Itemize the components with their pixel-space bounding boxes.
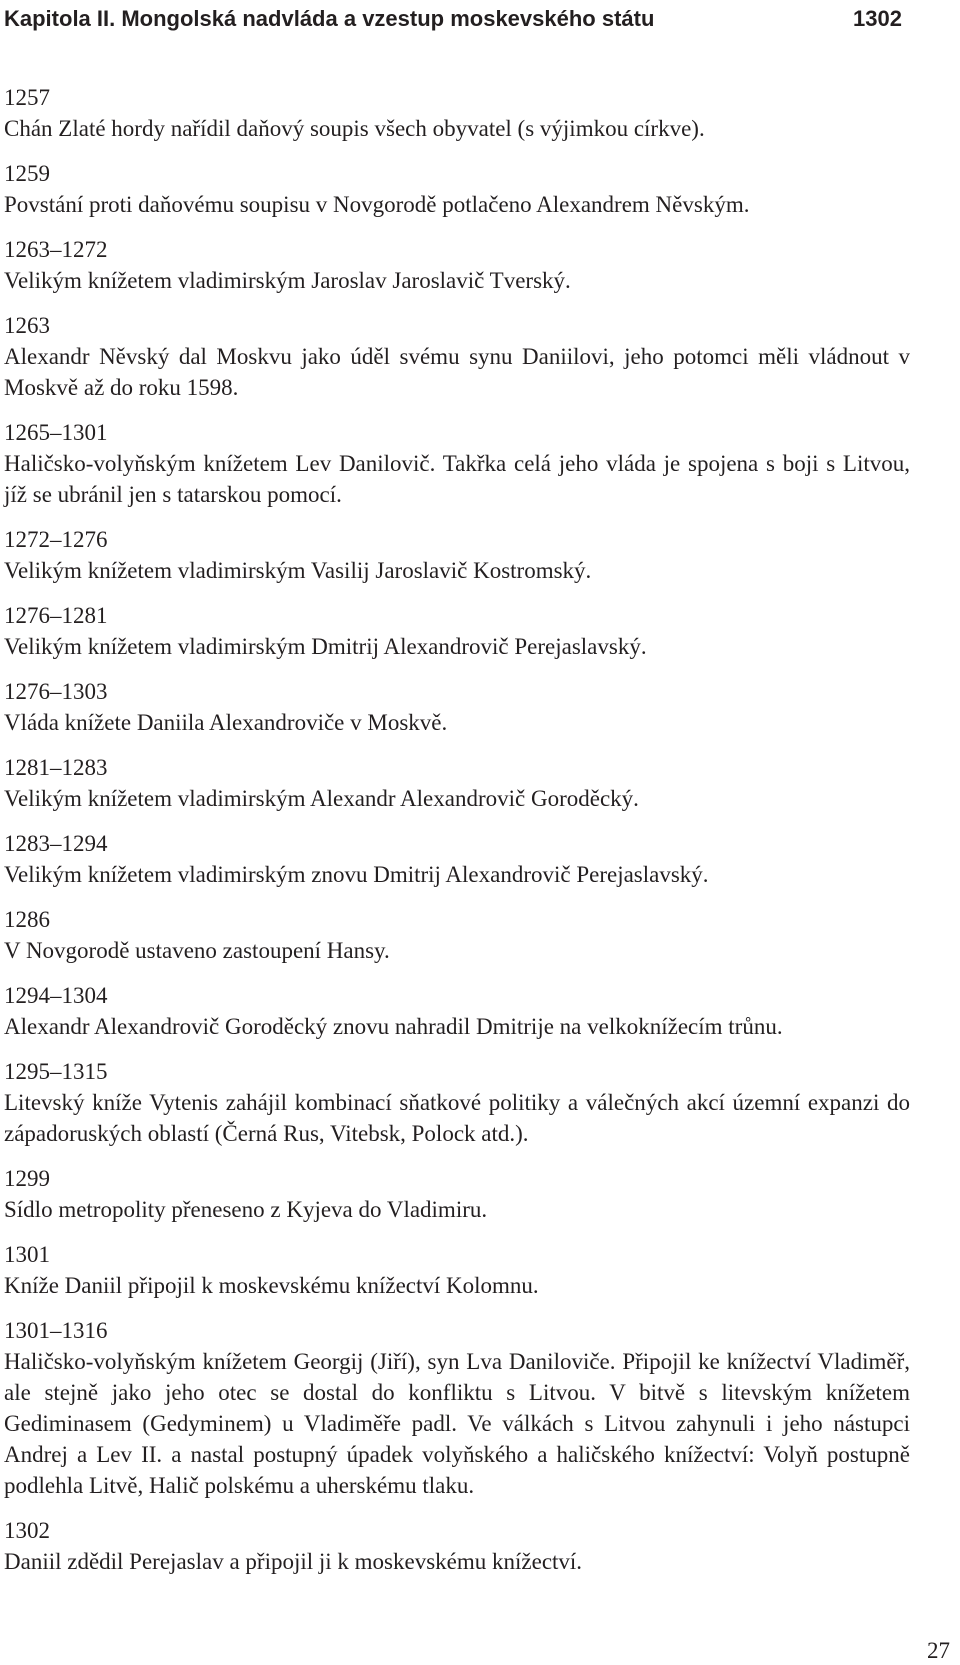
chronology-entry (4, 980, 910, 1042)
chronology-entry (4, 310, 910, 403)
chronology-entry (4, 1315, 910, 1501)
entry-text: Haličsko-volyňským knížetem Georgij (Jiří), syn Lva Daniloviče. Připojil ke knížectví Vladiměř, ale stejně jako jeho otec se dostal do konfliktu s Litvou. V bitvě s litevským knížetem Gediminasem (Gedyminem) u Vladiměře padl. Ve válkách s Litvou zahynuli i jeho nástupci Andrej a Lev II. a nastal postupný úpadek volyňského a haličského knížectví: Volyň postupně podlehla Litvě, Halič polskému a uherskému tlaku. (4, 1349, 910, 1498)
entry-date: 1276–1281 (4, 603, 108, 628)
chronology-entry (4, 752, 910, 814)
entry-date: 1299 (4, 1166, 50, 1191)
entry-text: Daniil zdědil Perejaslav a připojil ji k moskevskému knížectví. (4, 1549, 583, 1574)
entry-date: 1259 (4, 161, 50, 186)
chronology-entry (4, 524, 910, 586)
chronology-entry (4, 1056, 910, 1149)
entry-date: 1301–1316 (4, 1318, 108, 1343)
entry-date: 1301 (4, 1242, 50, 1267)
entry-date: 1286 (4, 907, 50, 932)
entry-text: Kníže Daniil připojil k moskevskému knížectví Kolomnu. (4, 1273, 539, 1298)
chronology-list (4, 82, 910, 1591)
entry-text: Velikým knížetem vladimirským Jaroslav Jaroslavič Tverský. (4, 268, 571, 293)
chronology-entry (4, 600, 910, 662)
chronology-entry (4, 828, 910, 890)
entry-text: Alexandr Něvský dal Moskvu jako úděl svému synu Daniilovi, jeho potomci měli vládnout v Moskvě až do roku 1598. (4, 344, 910, 400)
entry-text: Vláda knížete Daniila Alexandroviče v Moskvě. (4, 710, 448, 735)
entry-text: Haličsko-volyňským knížetem Lev Danilovič. Takřka celá jeho vláda je spojena s boji s Litvou, jíž se ubránil jen s tatarskou pomocí. (4, 451, 910, 507)
chronology-entry (4, 158, 910, 220)
entry-text: Velikým knížetem vladimirským Dmitrij Alexandrovič Perejaslavský. (4, 634, 647, 659)
entry-text: Sídlo metropolity přeneseno z Kyjeva do Vladimiru. (4, 1197, 488, 1222)
chronology-entry (4, 234, 910, 296)
entry-date: 1302 (4, 1518, 50, 1543)
entry-date: 1281–1283 (4, 755, 108, 780)
header-year: 1302 (853, 6, 902, 31)
chronology-entry (4, 1239, 910, 1301)
chronology-entry (4, 1515, 910, 1577)
entry-date: 1265–1301 (4, 420, 108, 445)
entry-date: 1276–1303 (4, 679, 108, 704)
chronology-entry (4, 417, 910, 510)
page-number: 27 (927, 1638, 950, 1663)
entry-date: 1263 (4, 313, 50, 338)
entry-text: V Novgorodě ustaveno zastoupení Hansy. (4, 938, 390, 963)
entry-date: 1283–1294 (4, 831, 108, 856)
entry-text: Velikým knížetem vladimirským Alexandr Alexandrovič Goroděcký. (4, 786, 639, 811)
chronology-entry (4, 904, 910, 966)
entry-text: Litevský kníže Vytenis zahájil kombinací sňatkové politiky a válečných akcí územní expanzi do západoruských oblastí (Černá Rus, Vitebsk, Polock atd.). (4, 1090, 910, 1146)
entry-date: 1257 (4, 85, 50, 110)
entry-date: 1263–1272 (4, 237, 108, 262)
chronology-entry (4, 676, 910, 738)
entry-text: Velikým knížetem vladimirským znovu Dmitrij Alexandrovič Perejaslavský. (4, 862, 709, 887)
chronology-entry (4, 1163, 910, 1225)
chapter-title: Kapitola II. Mongolská nadvláda a vzestup moskevského státu (4, 6, 655, 31)
entry-date: 1272–1276 (4, 527, 108, 552)
running-header (4, 2, 910, 36)
entry-text: Velikým knížetem vladimirským Vasilij Jaroslavič Kostromský. (4, 558, 592, 583)
entry-date: 1295–1315 (4, 1059, 108, 1084)
entry-text: Povstání proti daňovému soupisu v Novgorodě potlačeno Alexandrem Něvským. (4, 192, 750, 217)
entry-text: Chán Zlaté hordy nařídil daňový soupis všech obyvatel (s výjimkou církve). (4, 116, 705, 141)
chronology-entry (4, 82, 910, 144)
entry-text: Alexandr Alexandrovič Goroděcký znovu nahradil Dmitrije na velkoknížecím trůnu. (4, 1014, 783, 1039)
entry-date: 1294–1304 (4, 983, 108, 1008)
